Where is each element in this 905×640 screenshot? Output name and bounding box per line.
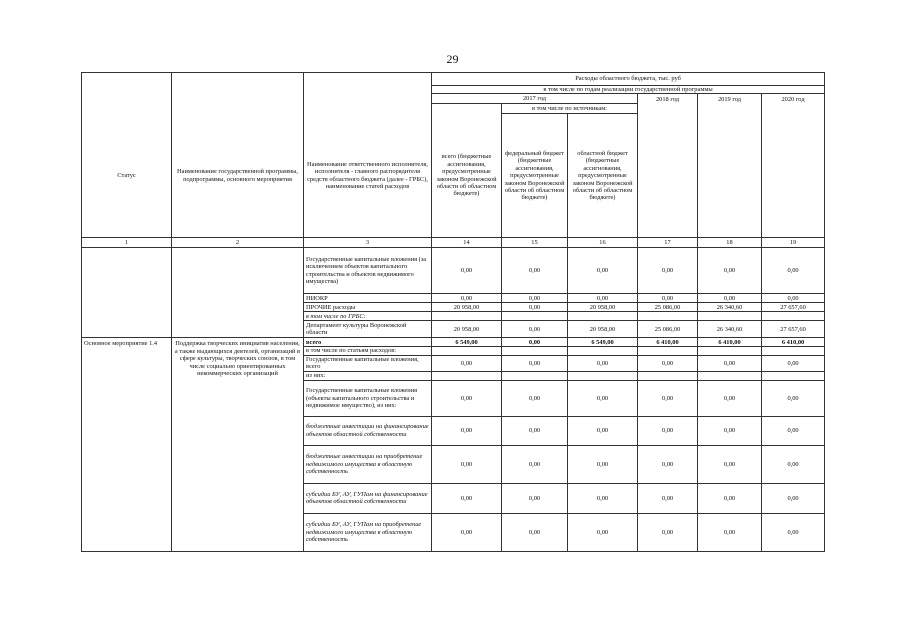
value-cell: 6 410,00 [762,338,825,347]
value-cell: 0,00 [568,355,638,371]
value-cell: 6 410,00 [698,338,762,347]
value-cell: 20 958,00 [432,303,502,312]
value-cell: 0,00 [698,513,762,551]
by-years-header: в том числе по годам реализации государственной программы [432,86,825,94]
value-cell: 0,00 [502,321,568,338]
column-number: 19 [762,238,825,248]
value-cell: 0,00 [762,248,825,294]
table-row [82,338,825,347]
value-cell [638,371,698,380]
measure-name: Поддержка творческих инициатив населения, а также выдающихся деятелей, организаций в сфере культуры, творческих союзов, в том числе социально ориентированных некоммерческих организаций [172,338,304,551]
value-cell: 0,00 [502,338,568,347]
value-cell: 0,00 [762,513,825,551]
value-cell: 0,00 [762,294,825,303]
column-number: 3 [304,238,432,248]
page-number: 29 [446,52,459,66]
year-2018-header: 2018 год [638,94,698,104]
expense-item-label: в том числе по статьям расходов: [304,347,432,355]
value-cell: 0,00 [638,248,698,294]
value-cell [762,371,825,380]
table-row [82,248,825,294]
value-cell: 0,00 [638,355,698,371]
column-number: 2 [172,238,304,248]
value-cell: 0,00 [502,248,568,294]
column-number: 15 [502,238,568,248]
value-cell: 20 958,00 [568,303,638,312]
value-cell: 0,00 [502,355,568,371]
column-number: 18 [698,238,762,248]
executor-name-header: Наименование ответственного исполнителя, исполнителя - главного распорядителя средств областного бюджета (далее - ГРБС), наименование статей расходов [304,114,432,238]
value-cell: 0,00 [698,380,762,416]
value-cell: 0,00 [502,483,568,513]
value-cell: 27 657,60 [762,303,825,312]
value-cell [432,371,502,380]
value-cell: 20 958,00 [432,321,502,338]
value-cell: 26 340,60 [698,321,762,338]
value-cell: 0,00 [502,303,568,312]
value-cell: 25 086,00 [638,321,698,338]
expense-item-label: в том числе по ГРБС: [304,312,432,321]
value-cell: 0,00 [568,380,638,416]
expense-item-label: ПРОЧИЕ расходы [304,303,432,312]
value-cell: 0,00 [638,445,698,483]
value-cell: 6 549,00 [432,338,502,347]
expense-item-label: бюджетные инвестиции на приобретение недвижимого имущества в областную собственность [304,445,432,483]
value-cell [698,371,762,380]
value-cell: 26 340,60 [698,303,762,312]
column-number: 17 [638,238,698,248]
expense-item-label: субсидии БУ, АУ, ГУПам на приобретение недвижимого имущества в областную собственность [304,513,432,551]
value-cell: 0,00 [638,416,698,445]
value-cell: 0,00 [502,294,568,303]
value-cell: 25 086,00 [638,303,698,312]
value-cell: 6 410,00 [638,338,698,347]
value-cell: 0,00 [432,380,502,416]
value-cell [502,312,568,321]
value-cell [568,312,638,321]
value-cell: 0,00 [568,294,638,303]
column-number: 16 [568,238,638,248]
expenses-title-header: Расходы областного бюджета, тыс. руб [432,73,825,86]
status-header: Статус [82,114,172,238]
expense-item-label: НИОКР [304,294,432,303]
year-2019-header: 2019 год [698,94,762,104]
value-cell [698,347,762,355]
value-cell [432,312,502,321]
value-cell: 0,00 [432,416,502,445]
value-cell: 0,00 [638,483,698,513]
value-cell [502,371,568,380]
value-cell: 0,00 [502,445,568,483]
value-cell [432,347,502,355]
value-cell: 0,00 [762,416,825,445]
value-cell: 0,00 [432,445,502,483]
value-cell [638,347,698,355]
value-cell: 0,00 [762,380,825,416]
value-cell: 0,00 [432,294,502,303]
expense-item-label: субсидии БУ, АУ, ГУПам на финансирование объектов областной собственности [304,483,432,513]
expense-item-label: Государственные капитальные вложения (за исключением объектов капитального строительства и объектов недвижимого имущества) [304,248,432,294]
expense-item-label: бюджетные инвестиции на финансирование объектов областной собственности [304,416,432,445]
value-cell: 0,00 [568,483,638,513]
expense-item-label: всего [304,338,432,347]
value-cell: 0,00 [502,380,568,416]
value-cell: 0,00 [502,416,568,445]
value-cell: 0,00 [698,294,762,303]
value-cell: 0,00 [762,445,825,483]
value-cell: 0,00 [568,445,638,483]
value-cell: 0,00 [568,248,638,294]
value-cell: 0,00 [638,513,698,551]
value-cell: 6 549,00 [568,338,638,347]
value-cell [762,347,825,355]
value-cell: 0,00 [698,483,762,513]
value-cell: 0,00 [568,416,638,445]
expense-item-label: из них: [304,371,432,380]
program-name-header: Наименование государственной программы, подпрограммы, основного мероприятия [172,114,304,238]
value-cell: 27 657,60 [762,321,825,338]
value-cell [568,347,638,355]
value-cell: 0,00 [698,445,762,483]
value-cell: 0,00 [698,355,762,371]
total-column-header: всего (бюджетные ассигнования, предусмотренные законом Воронежской области об областном бюджете) [432,114,502,238]
value-cell: 0,00 [638,294,698,303]
value-cell [502,347,568,355]
value-cell [568,371,638,380]
regional-column-header: областной бюджет (бюджетные ассигнования, предусмотренные законом Воронежской области об областном бюджете) [568,114,638,238]
value-cell [638,312,698,321]
value-cell: 20 958,00 [568,321,638,338]
value-cell [698,312,762,321]
value-cell: 0,00 [432,513,502,551]
expense-item-label: Государственные капитальные вложения, всего [304,355,432,371]
year-2017-header: 2017 год [432,94,638,104]
value-cell: 0,00 [568,513,638,551]
value-cell: 0,00 [762,483,825,513]
year-2020-header: 2020 год [762,94,825,104]
measure-status: Основное мероприятие 1.4 [82,338,172,551]
value-cell [762,312,825,321]
value-cell: 0,00 [432,248,502,294]
expense-item-label: Департамент культуры Воронежской области [304,321,432,338]
value-cell: 0,00 [638,380,698,416]
value-cell: 0,00 [698,416,762,445]
column-numbers-row [82,238,825,248]
value-cell: 0,00 [432,355,502,371]
federal-column-header: федеральный бюджет (бюджетные ассигнования, предусмотренные законом Воронежской области об областном бюджете) [502,114,568,238]
budget-table [81,72,825,552]
column-number: 1 [82,238,172,248]
value-cell: 0,00 [432,483,502,513]
column-number: 14 [432,238,502,248]
value-cell: 0,00 [762,355,825,371]
by-sources-header: в том числе по источникам: [502,104,638,114]
value-cell: 0,00 [698,248,762,294]
value-cell: 0,00 [502,513,568,551]
expense-item-label: Государственные капитальные вложения (объекты капитального строительства и недвижимое имущество), из них: [304,380,432,416]
